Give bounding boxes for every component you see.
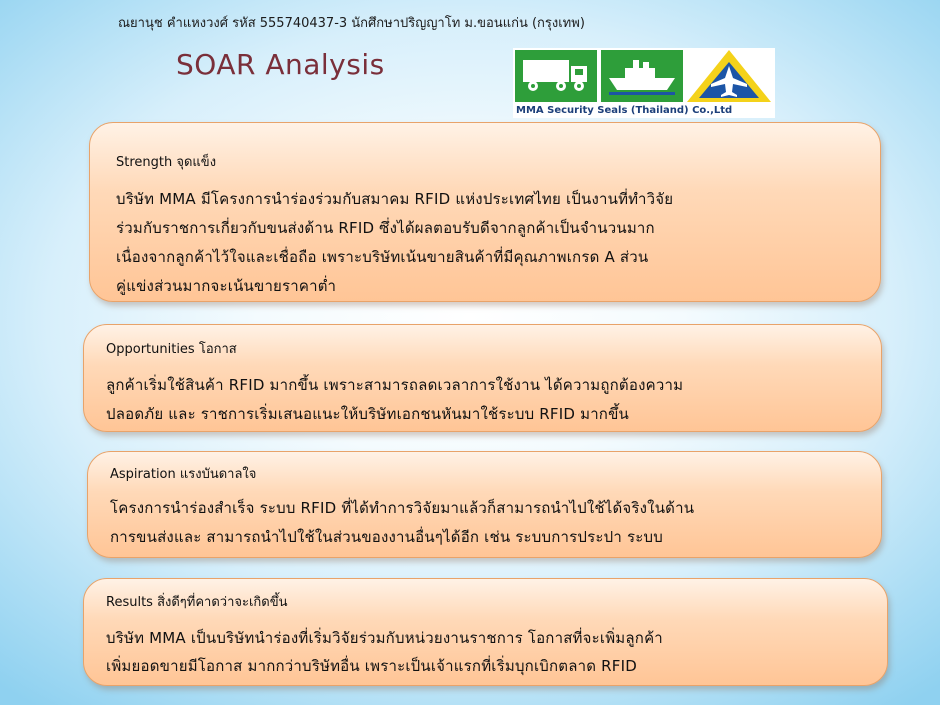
- results-card: [83, 578, 888, 686]
- strength-line: คู่แข่งส่วนมากจะเน้นขายราคาต่ำ: [116, 277, 337, 295]
- opportunities-line: ปลอดภัย และ ราชการเริ่มเสนอแนะให้บริษัทเอกชนหันมาใช้ระบบ RFID มากขึ้น: [106, 405, 630, 423]
- logo-m2-ship-block: [601, 50, 683, 102]
- results-heading: Results สิ่งดีๆที่คาดว่าจะเกิดขึ้น: [106, 595, 288, 610]
- aspiration-heading: Aspiration แรงบันดาลใจ: [110, 467, 257, 482]
- results-line: เพิ่มยอดขายมีโอกาส มากกว่าบริษัทอื่น เพราะเป็นเจ้าแรกที่เริ่มบุกเบิกตลาด RFID: [106, 657, 637, 675]
- opportunities-line: ลูกค้าเริ่มใช้สินค้า RFID มากขึ้น เพราะสามารถลดเวลาการใช้งาน ได้ความถูกต้องความ: [106, 376, 684, 394]
- strength-line: บริษัท MMA มีโครงการนำร่องร่วมกับสมาคม RFID แห่งประเทศไทย เป็นงานที่ทำวิจัย: [116, 190, 674, 208]
- aspiration-line: โครงการนำร่องสำเร็จ ระบบ RFID ที่ได้ทำการวิจัยมาแล้วก็สามารถนำไปใช้ได้จริงในด้าน: [110, 499, 695, 517]
- aspiration-line: การขนส่งและ สามารถนำไปใช้ในส่วนของงานอื่นๆได้อีก เช่น ระบบการประปา ระบบ: [110, 528, 663, 546]
- strength-heading: Strength จุดแข็ง: [116, 155, 217, 170]
- opportunities-heading: Opportunities โอกาส: [106, 342, 237, 357]
- slide-title: SOAR Analysis: [176, 48, 385, 81]
- results-line: บริษัท MMA เป็นบริษัทนำร่องที่เริ่มวิจัยร่วมกับหน่วยงานราชการ โอกาสที่จะเพิ่มลูกค้า: [106, 629, 663, 647]
- logo-m1-truck-block: [515, 50, 597, 102]
- aspiration-card: [87, 451, 882, 558]
- logo-caption: MMA Security Seals (Thailand) Co.,Ltd: [516, 105, 733, 116]
- company-logo: [513, 48, 775, 118]
- strength-line: ร่วมกับราชการเกี่ยวกับขนส่งด้าน RFID ซึ่งได้ผลตอบรับดีจากลูกค้าเป็นจำนวนมาก: [116, 219, 655, 237]
- opportunities-card: [83, 324, 882, 432]
- strength-line: เนื่องจากลูกค้าไว้ใจและเชื่อถือ เพราะบริษัทเน้นขายสินค้าที่มีคุณภาพเกรด A ส่วน: [116, 248, 649, 266]
- strength-card: [89, 122, 881, 302]
- author-line: ณยานุช คำแหงวงศ์ รหัส 555740437-3 นักศึกษาปริญญาโท ม.ขอนแก่น (กรุงเทพ): [118, 16, 585, 31]
